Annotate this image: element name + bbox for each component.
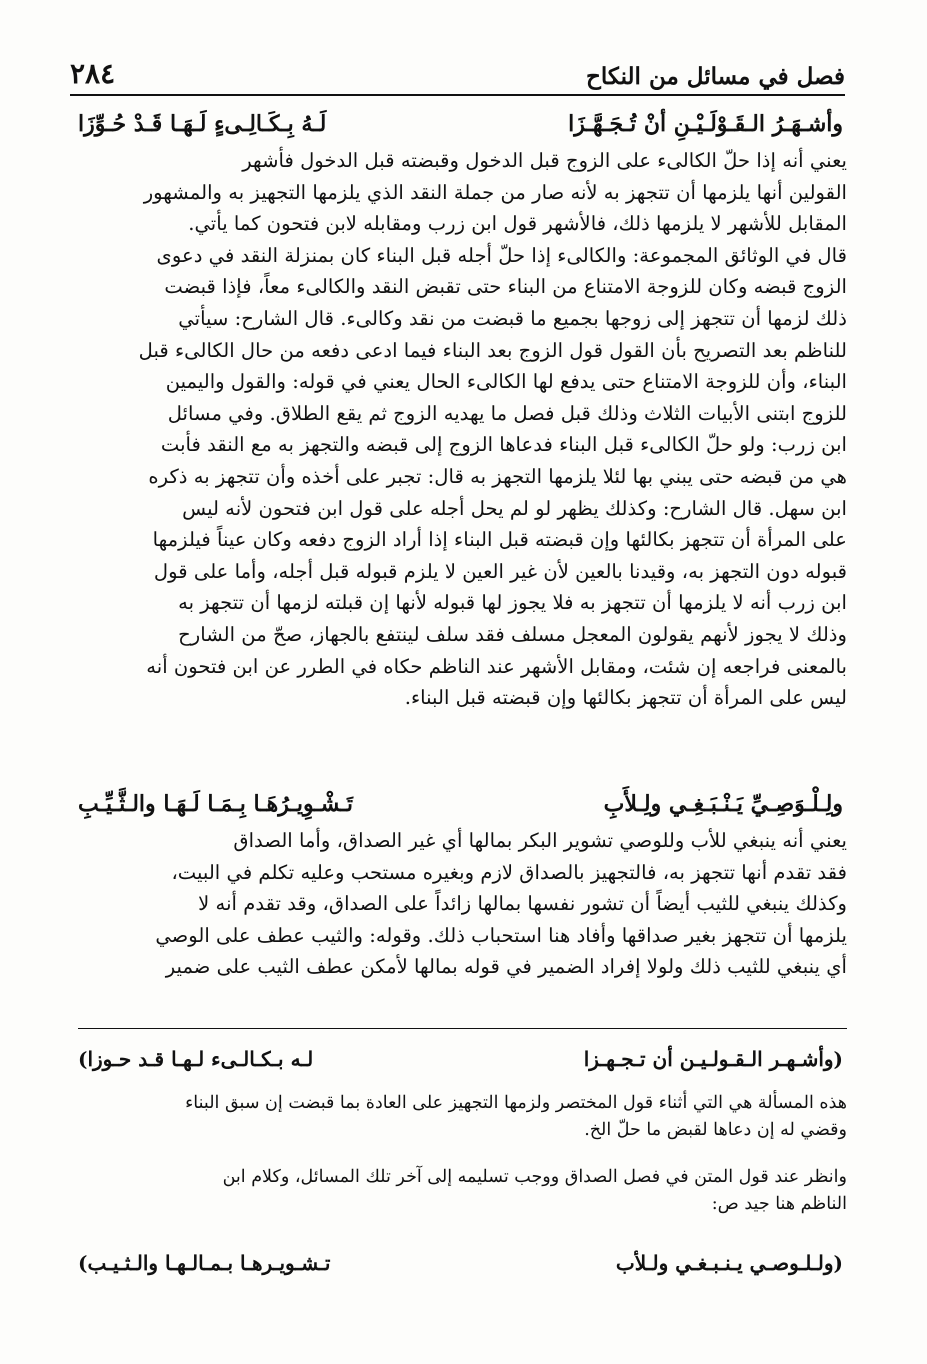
- footnote-verse-2-second-hemistich: تـشـويـرهـا بـمـالـهـا والـثـيـب): [78, 1251, 331, 1275]
- paragraph-line: ابن زرب: ولو حلّ الكالىء قبل البناء فدعاها الزوج إلى قبضه والتجهز به مع النقد فأبت: [160, 433, 847, 457]
- page-number: ٢٨٤: [70, 57, 116, 90]
- paragraph-line: البناء، وأن للزوجة الامتناع حتى يدفع لها الكالىء الحال يعني في قوله: والقول واليمين: [165, 370, 847, 394]
- paragraph-line: المقابل للأشهر لا يلزمها ذلك، فالأشهر قول ابن زرب ومقابله لابن فتحون كما يأتي.: [188, 212, 847, 236]
- paragraph-line: بالمعنى فراجعه إن شئت، ومقابل الأشهر عند الناظم حكاه في الطرر عن ابن فتحون أنه: [146, 654, 847, 678]
- paragraph-line: القولين أنها يلزمها أن تتجهز به لأنه صار من جملة النقد الذي يلزمها التجهيز به والمشهور: [143, 180, 847, 204]
- verse-2-first-hemistich: ولِـلْـوَصِـيِّ يَـنْـبَـغِـي ولِـلأَبِ: [603, 791, 843, 817]
- footnote-line: وقضي له إن دعاها لقبض ما حلّ الخ.: [584, 1120, 847, 1140]
- verse-2-second-hemistich: تَـشْـوِيـرُهَـا بِـمَـا لَـهَـا والـثَّـيِّـبِ: [78, 791, 353, 817]
- commentary-paragraph-2: [70, 825, 847, 983]
- verse-1-first-hemistich: وأشـهَـرُ الـقَـوْلَـيْـنِ أنْ تُـجَـهَّـزَا: [568, 111, 843, 137]
- footnote-note-2: [74, 1164, 847, 1218]
- paragraph-line: قال في الوثائق المجموعة: والكالىء إذا حلّ أجله قبل البناء كان بمنزلة النقد في دعوى: [156, 243, 847, 267]
- paragraph-line: ذلك لزمها أن تتجهز إلى زوجها بجميع ما قبضت من نقد وكالىء. قال الشارح: سيأتي: [178, 306, 847, 330]
- paragraph-line: الزوج قبضه وكان للزوجة الامتناع من البناء حتى تقبض النقد والكالىء معاً، فإذا قبضت: [164, 275, 847, 299]
- paragraph-line: ليس على المرأة أن تتجهز بكالئها وإن قبضته قبل البناء.: [404, 686, 847, 710]
- paragraph-line: قبوله دون التجهز به، وقيدنا بالعين لأن غير العين لا يلزم قبوله قبل أجله، وأما على قول: [153, 559, 847, 583]
- footnote-verse-1: [78, 1042, 843, 1076]
- paragraph-line: وذلك لا يجوز لأنهم يقولون المعجل مسلف فقد سلف لينتفع بالجهاز، صحّ من الشارح: [178, 622, 847, 646]
- paragraph-line: يعني أنه ينبغي للأب وللوصي تشوير البكر بمالها أي غير الصداق، وأما الصداق: [233, 829, 847, 852]
- paragraph-line: ابن سهل. قال الشارح: وكذلك يظهر لو لم يحل أجله على قول ابن فتحون لأنه ليس: [182, 496, 847, 520]
- page-header: [70, 46, 845, 96]
- verse-line-2: [78, 786, 843, 822]
- paragraph-line: للزوج ابتنى الأبيات الثلاث وذلك قبل فصل ما يهديه الزوج ثم يقع الطلاق. وفي مسائل: [167, 401, 847, 425]
- running-title: فصل في مسائل من النكاح: [586, 63, 845, 90]
- paragraph-line: يلزمها أن تتجهز بغير صداقها وأفاد هنا استحباب ذلك. وقوله: والثيب عطف على الوصي: [155, 923, 847, 947]
- paragraph-line: وكذلك ينبغي للثيب أيضاً أن تشور نفسها بمالها زائداً على الصداق، وقد تقدم أنه لا: [198, 892, 847, 916]
- verse-line-1: [78, 106, 843, 142]
- footnote-line: وانظر عند قول المتن في فصل الصداق ووجب تسليمه إلى آخر تلك المسائل، وكلام ابن: [222, 1167, 847, 1187]
- footnote-verse-2: [78, 1246, 843, 1280]
- verse-1-second-hemistich: لَـهُ بِـكَـالِـىءٍ لَـهَـا قَـدْ حُـوِّزَا: [78, 111, 327, 137]
- footnote-note-1: [74, 1090, 847, 1144]
- paragraph-line: أي ينبغي للثيب ذلك ولولا إفراد الضمير في قوله بمالها لأمكن عطف الثيب على ضمير: [165, 955, 847, 979]
- footnote-verse-2-first-hemistich: (ولـلـوصـي يـنـبـغـي ولـلأب: [615, 1251, 843, 1275]
- footnote-line: الناظم هنا جيد ص:: [711, 1194, 847, 1214]
- footnote-line: هذه المسألة هي التي أثناء قول المختصر ولزمها التجهيز على العادة بما قبضت إن سبق البناء: [185, 1093, 847, 1113]
- footnote-divider: [78, 1028, 847, 1029]
- paragraph-line: على المرأة أن تتجهز بكالئها وإن قبضته قبل البناء إذا أراد الزوج دفعه وكان عيناً فيلزمها: [152, 528, 847, 552]
- paragraph-line: هي من قبضه حتى يبني بها لئلا يلزمها التجهز به قال: تجبر على أخذه وأن تتجهز به ذكره: [148, 464, 847, 488]
- paragraph-line: يعني أنه إذا حلّ الكالىء على الزوج قبل الدخول وقبضته قبل الدخول فأشهر: [242, 149, 847, 172]
- paragraph-line: فقد تقدم أنها تتجهز به، فالتجهيز بالصداق لازم وبغيره مستحب وعليه تكلم في البيت،: [171, 860, 847, 884]
- paragraph-line: للناظم بعد التصريح بأن القول قول الزوج بعد البناء فيما ادعى دفعه من حال الكالىء قبل: [138, 338, 847, 362]
- footnote-verse-1-first-hemistich: (وأشـهـر الـقـولـيـن أن تـجـهـزا: [583, 1047, 843, 1071]
- paragraph-line: ابن زرب أنه لا يلزمها أن تتجهز به فلا يجوز لها قبوله لأنها إن قبلته لزمها أن تتجهز به: [178, 591, 847, 615]
- footnote-verse-1-second-hemistich: لـه بـكـالـىء لـهـا قـد حـوزا): [78, 1047, 314, 1071]
- commentary-paragraph-1: [70, 145, 847, 714]
